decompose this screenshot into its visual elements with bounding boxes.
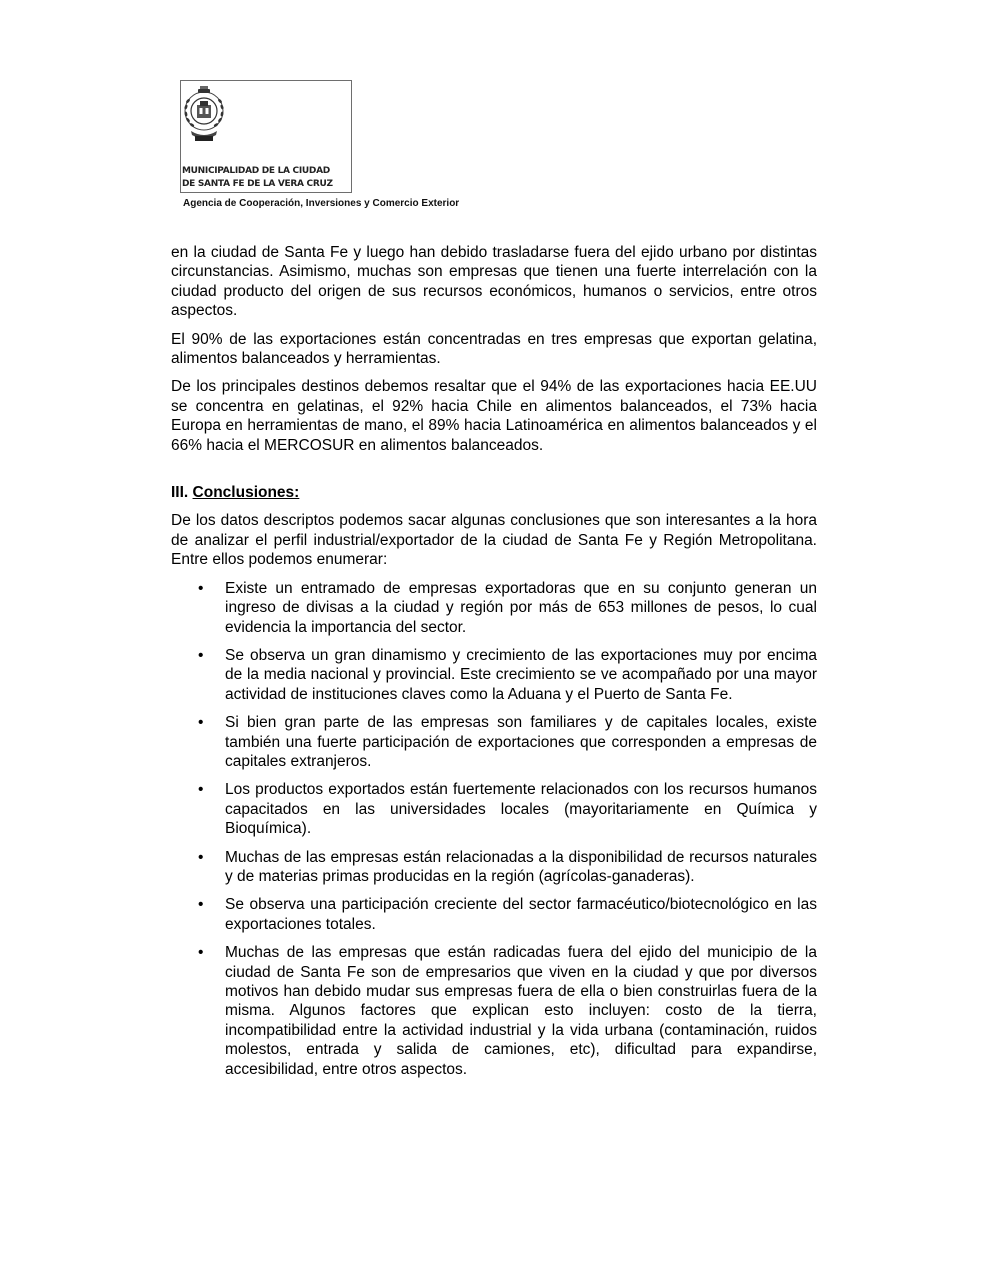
body-paragraph: De los principales destinos debemos resaltar que el 94% de las exportaciones hacia EE.UU se concentra en gelatinas, el 92% hacia Chile en alimentos balanceados, el 73% hacia Europa en herramientas de mano, el 89% hacia Latinoamérica en alimentos balanceados y el 66% hacia el MERCOSUR en alimentos balanceados. <box>171 378 817 454</box>
section-title: Conclusiones: <box>192 484 300 502</box>
body-paragraph: en la ciudad de Santa Fe y luego han debido trasladarse fuera del ejido urbano por distintas circunstancias. Asimismo, muchas son empresas que tienen una fuerte interrelación con la ciudad producto del origen de sus recursos económicos, humanos o servicios, entre otros aspectos. <box>171 244 817 320</box>
bullet-icon: • <box>198 848 204 866</box>
list-item <box>171 579 817 637</box>
bullet-icon: • <box>198 646 204 664</box>
list-item <box>171 848 817 887</box>
list-item-text: Se observa un gran dinamismo y crecimiento de las exportaciones muy por encima de la media nacional y provincial. Este crecimiento se ve acompañado por una mayor actividad de instituciones claves como la Aduana y el Puerto de Santa Fe. <box>225 646 817 703</box>
list-item <box>171 895 817 934</box>
list-item-text: Muchas de las empresas están relacionadas a la disponibilidad de recursos naturales y de materias primas producidas en la región (agrícolas-ganaderas). <box>225 848 817 885</box>
section-number: III. <box>171 484 189 502</box>
section-intro: De los datos descriptos podemos sacar algunas conclusiones que son interesantes a la hora de analizar el perfil industrial/exportador de la ciudad de Santa Fe y Región Metropolitana. Entre ellos podemos enumerar: <box>171 512 817 569</box>
logo-text-line2: DE SANTA FE DE LA VERA CRUZ <box>182 179 333 189</box>
logo-text-line1: MUNICIPALIDAD DE LA CIUDAD <box>182 166 330 176</box>
list-item <box>171 713 817 771</box>
list-item-text: Los productos exportados están fuertemente relacionados con los recursos humanos capacitados en las universidades locales (mayoritariamente en Química y Bioquímica). <box>225 781 817 838</box>
bullet-icon: • <box>198 714 204 732</box>
bullet-icon: • <box>198 781 204 799</box>
list-item <box>171 646 817 704</box>
section-heading <box>171 483 817 502</box>
list-item <box>171 780 817 838</box>
body-paragraph: El 90% de las exportaciones están concentradas en tres empresas que exportan gelatina, alimentos balanceados y herramientas. <box>171 330 817 368</box>
list-item-text: Muchas de las empresas que están radicadas fuera del ejido del municipio de la ciudad de Santa Fe son de empresarios que viven en la ciudad y que por diversos motivos han debido mudar sus empresas fuera de ella o bien construirlas fuera de la misma. Algunos factores que explican esto incluyen: costo de la tierra, incompatibilidad entre la actividad industrial y la vida urbana (contaminación, ruidos molestos, entrada y salida de camiones, etc), dificultad para expandirse, accesibilidad, entre otros aspectos. <box>225 944 817 1078</box>
bullet-icon: • <box>198 896 204 914</box>
list-item-text: Si bien gran parte de las empresas son familiares y de capitales locales, existe también una fuerte participación de exportaciones que corresponden a empresas de capitales extranjeros. <box>225 714 817 770</box>
bullet-icon: • <box>198 944 204 962</box>
conclusions-list <box>171 579 817 1079</box>
municipality-logo <box>180 80 352 193</box>
document-body <box>171 243 817 1088</box>
list-item-text: Se observa una participación creciente del sector farmacéutico/biotecnológico en las exportaciones totales. <box>225 896 817 933</box>
municipal-seal-icon <box>183 85 225 145</box>
list-item <box>171 943 817 1079</box>
bullet-icon: • <box>198 579 204 597</box>
agency-name: Agencia de Cooperación, Inversiones y Comercio Exterior <box>183 198 460 209</box>
list-item-text: Existe un entramado de empresas exportadoras que en su conjunto generan un ingreso de divisas a la ciudad y región por más de 653 millones de pesos, lo cual evidencia la importancia del sector. <box>225 579 817 636</box>
